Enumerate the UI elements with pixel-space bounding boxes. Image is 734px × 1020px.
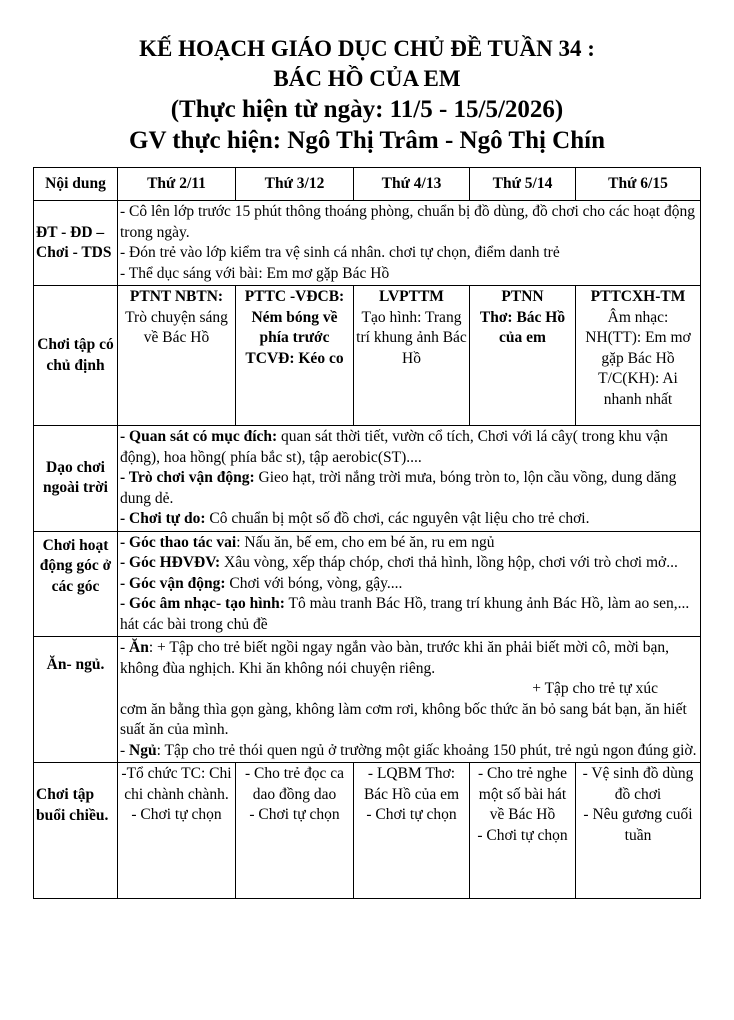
activity-text: - Vệ sinh đồ dùng đồ chơi	[582, 765, 694, 803]
column-header: Thứ 4/13	[354, 168, 470, 201]
monday-cell	[118, 286, 236, 426]
subject-title: PTTCXH-TM	[590, 288, 686, 305]
paragraph-text: Chơi với bóng, vòng, gậy....	[225, 574, 403, 592]
paragraph-text: quan sát thời tiết, vườn cổ tích, Chơi với lá cây( trong khu vận động), hoa hồng( phía bắc st), tập aerobic(ST)....	[120, 428, 668, 466]
row-label: Chơi tập có chủ định	[34, 286, 118, 426]
activity-text: - Nêu gương cuối tuần	[583, 806, 693, 844]
table-row	[34, 426, 701, 532]
paragraph-text: Xâu vòng, xếp tháp chóp, chơi thả hình, lồng hộp, chơi với trò chơi mở...	[220, 554, 678, 571]
subject-title: PTTC -VĐCB: Ném bóng về phía trước TCVĐ: Kéo co	[244, 288, 345, 367]
activity-text: - Chơi tự chọn	[477, 826, 568, 844]
thursday-cell	[470, 763, 576, 899]
title-line-2: BÁC HỒ CỦA EM	[273, 66, 461, 91]
paragraph-text: Gieo hạt, trời nắng trời mưa, bóng tròn to, lộn cầu vồng, dung dăng dung dẻ.	[120, 469, 677, 507]
wednesday-cell	[354, 286, 470, 426]
column-header: Thứ 2/11	[118, 168, 236, 201]
activity-text: Âm nhạc: NH(TT): Em mơ gặp Bác Hồ T/C(KH): Ai nhanh nhất	[585, 308, 691, 408]
dash: -	[120, 639, 130, 656]
column-header: Thứ 3/12	[236, 168, 354, 201]
content-paragraph: cơm ăn bằng thìa gọn gàng, không làm cơm rơi, không bốc thức ăn bỏ sang bát bạn, ăn hiết suất ăn của mình.	[120, 700, 687, 738]
paragraph-label: - Góc thao tác vai	[120, 533, 237, 551]
row-label: Chơi tập buổi chiều.	[34, 763, 118, 899]
document-header	[0, 0, 734, 156]
content-paragraph	[120, 509, 698, 530]
teachers: GV thực hiện: Ngô Thị Trâm - Ngô Thị Chín	[129, 127, 605, 154]
wednesday-cell	[354, 763, 470, 899]
content-line: - Thể dục sáng với bài: Em mơ gặp Bác Hồ	[120, 264, 390, 282]
content-paragraph-right: + Tập cho trẻ tự xúc	[532, 680, 658, 697]
content-line: - Đón trẻ vào lớp kiểm tra vệ sinh cá nhân. chơi tự chọn, điểm danh trẻ	[120, 244, 560, 261]
tuesday-cell	[236, 286, 354, 426]
activity-text: Trò chuyện sáng về Bác Hồ	[125, 308, 228, 346]
subject-title: PTNN	[501, 288, 544, 305]
friday-cell	[576, 763, 701, 899]
activity-text: -Tổ chức TC: Chi chi chành chành.	[121, 765, 232, 803]
content-paragraph	[120, 638, 698, 679]
content-paragraph	[120, 594, 698, 635]
paragraph-label: - Góc vận động:	[120, 574, 226, 592]
paragraph-text: Tô màu tranh Bác Hồ, trang trí khung ảnh Bác Hồ, làm ao sen,... hát các bài trong chủ đề	[120, 595, 690, 633]
title-line-1: KẾ HOẠCH GIÁO DỤC CHỦ ĐỀ TUẦN 34 :	[139, 36, 595, 61]
row-content	[118, 426, 701, 532]
paragraph-text: Cô chuẩn bị một số đồ chơi, các nguyên vật liệu cho trẻ chơi.	[205, 510, 590, 527]
monday-cell	[118, 763, 236, 899]
date-range: (Thực hiện từ ngày: 11/5 - 15/5/2026)	[170, 96, 564, 123]
paragraph-label: - Quan sát có mục đích:	[120, 428, 278, 445]
column-header: Nội dung	[34, 168, 118, 201]
paragraph-text: : Nấu ăn, bế em, cho em bé ăn, ru em ngủ	[236, 533, 495, 551]
content-paragraph	[120, 468, 698, 509]
paragraph-text: : + Tập cho trẻ biết ngồi ngay ngắn vào bàn, trước khi ăn phải biết mời cô, mời bạn, không đùa nghịch. Khi ăn không nói chuyện riêng.	[120, 639, 669, 677]
row-label: Ăn- ngủ.	[34, 637, 118, 763]
activity-text: Thơ: Bác Hồ của em	[479, 308, 566, 346]
subject-title: PTNT NBTN:	[129, 288, 224, 305]
activity-text: - Chơi tự chọn	[366, 806, 457, 823]
activity-text: - Cho trẻ nghe một số bài hát về Bác Hồ	[477, 765, 568, 823]
activity-text: Tạo hình: Trang trí khung ảnh Bác Hồ	[356, 308, 467, 367]
table-row	[34, 286, 701, 426]
row-content	[118, 201, 701, 286]
paragraph-text: : Tập cho trẻ thói quen ngủ ở trường một giấc khoảng 150 phút, trẻ ngủ ngon đúng giờ.	[156, 741, 697, 759]
paragraph-label: - Góc HĐVĐV:	[120, 554, 221, 571]
row-label: Dạo chơi ngoài trời	[34, 426, 118, 532]
paragraph-label: Ăn	[129, 639, 149, 656]
row-label: Chơi hoạt động góc ở các góc	[34, 531, 118, 637]
dash: -	[120, 741, 130, 759]
table-row	[34, 637, 701, 763]
subject-title: LVPTTM	[379, 288, 444, 305]
content-paragraph	[120, 427, 698, 468]
column-header: Thứ 6/15	[576, 168, 701, 201]
content-paragraph	[120, 741, 698, 762]
paragraph-label: - Chơi tự do:	[120, 510, 206, 527]
table-row	[34, 763, 701, 899]
paragraph-label: - Góc âm nhạc- tạo hình:	[120, 595, 285, 612]
content-paragraph	[120, 553, 698, 574]
table-row	[34, 531, 701, 637]
table-header-row	[34, 168, 701, 201]
row-content	[118, 531, 701, 637]
paragraph-label: Ngủ	[129, 741, 157, 759]
row-content	[118, 637, 701, 763]
paragraph-label: - Trò chơi vận động:	[120, 469, 255, 486]
activity-text: - LQBM Thơ: Bác Hồ của em	[363, 765, 460, 803]
content-line: - Cô lên lớp trước 15 phút thông thoáng phòng, chuẩn bị đồ dùng, đồ chơi cho các hoạt động trong ngày.	[120, 203, 695, 241]
friday-cell	[576, 286, 701, 426]
content-paragraph	[120, 574, 698, 595]
row-label: ĐT - ĐD – Chơi - TDS	[34, 201, 118, 286]
activity-text: - Chơi tự chọn	[131, 806, 222, 823]
activity-text: - Chơi tự chọn	[249, 806, 340, 823]
tuesday-cell	[236, 763, 354, 899]
thursday-cell	[470, 286, 576, 426]
table-row	[34, 201, 701, 286]
content-paragraph	[120, 533, 698, 554]
activity-text: - Cho trẻ đọc ca dao đồng dao	[245, 765, 344, 803]
weekly-plan-table	[33, 167, 701, 899]
column-header: Thứ 5/14	[470, 168, 576, 201]
